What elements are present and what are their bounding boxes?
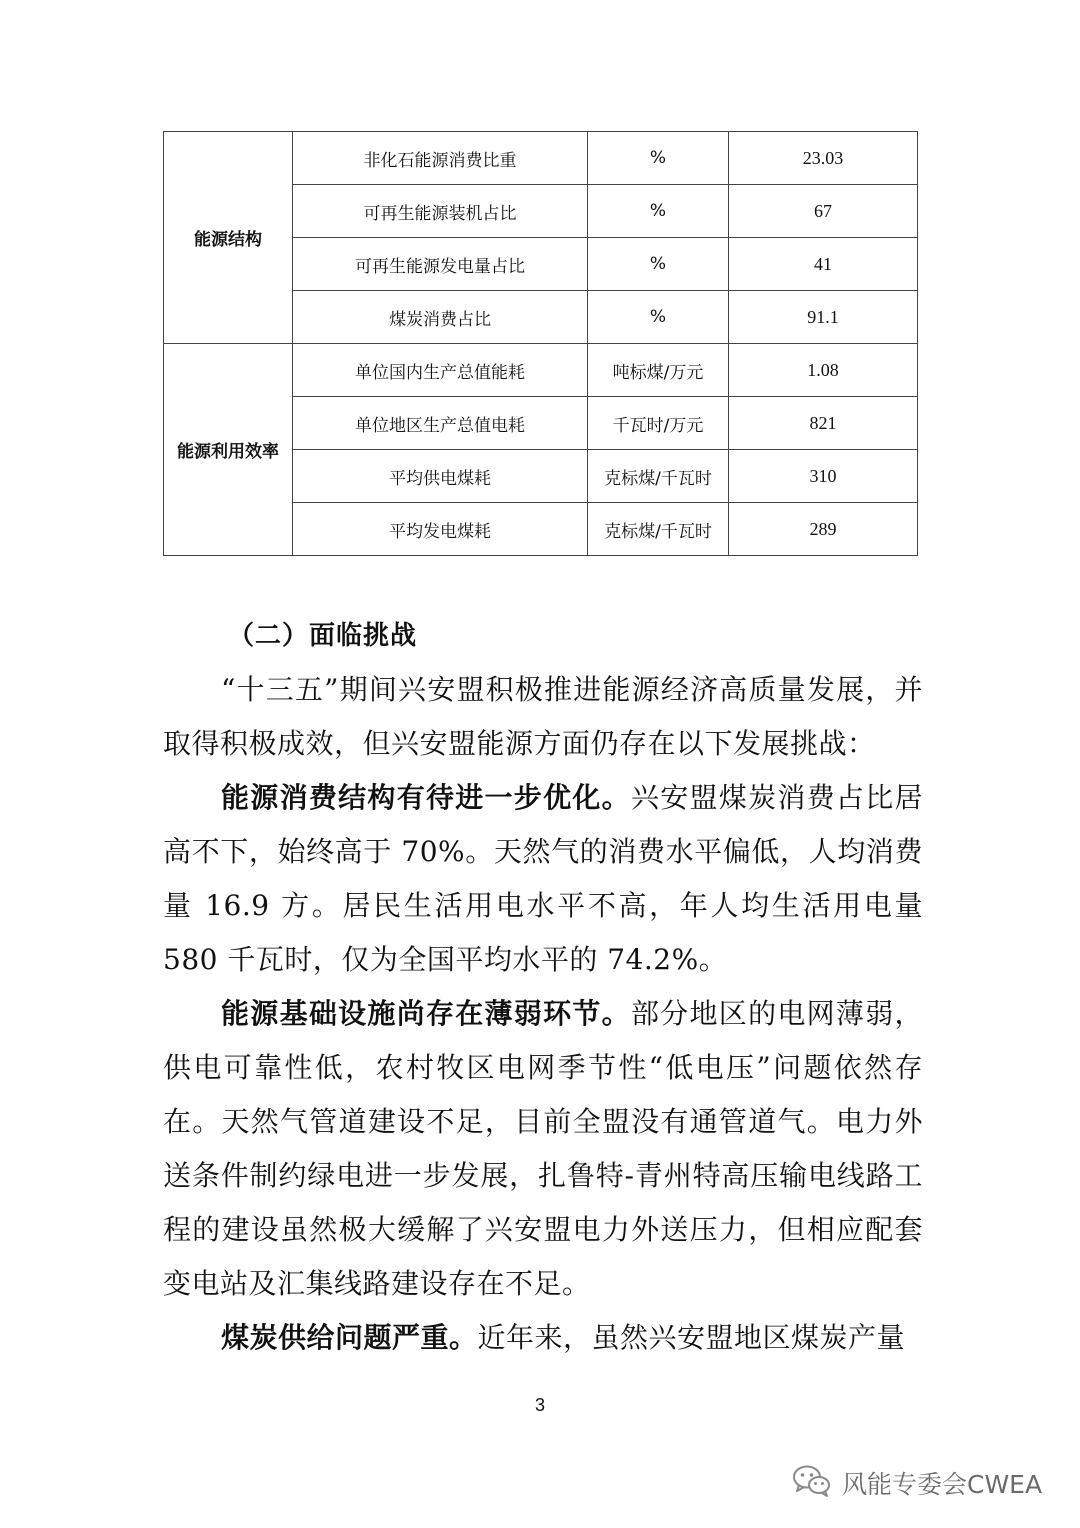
- category-cell: 能源结构: [164, 132, 293, 344]
- unit-cell: 克标煤/千瓦时: [588, 450, 729, 503]
- intro-paragraph: [163, 663, 923, 771]
- indicator-cell: 可再生能源装机占比: [293, 185, 588, 238]
- paragraph-lead: 能源基础设施尚存在薄弱环节。: [221, 997, 631, 1030]
- value-cell: 289: [729, 503, 918, 556]
- paragraph-text: 近年来，虽然兴安盟地区煤炭产量: [477, 1321, 906, 1354]
- value-cell: 821: [729, 397, 918, 450]
- indicator-cell: 可再生能源发电量占比: [293, 238, 588, 291]
- paragraph-lead: 能源消费结构有待进一步优化。: [221, 781, 631, 814]
- value-cell: 41: [729, 238, 918, 291]
- indicator-cell: 单位地区生产总值电耗: [293, 397, 588, 450]
- wechat-icon: [792, 1464, 832, 1502]
- unit-cell: 克标煤/千瓦时: [588, 503, 729, 556]
- energy-indicators-table: [163, 131, 918, 556]
- unit-cell: %: [588, 238, 729, 291]
- value-cell: 23.03: [729, 132, 918, 185]
- paragraph-consumption: [163, 771, 923, 987]
- unit-cell: %: [588, 132, 729, 185]
- paragraph-text: 兴安盟煤炭消费占比居高不下，始终高于 70%。天然气的消费水平偏低，人均消费量 16.9 方。居民生活用电水平不高，年人均生活用电量 580 千瓦时，仅为全国平均水平的 74.2%。: [163, 781, 923, 976]
- indicator-cell: 煤炭消费占比: [293, 291, 588, 344]
- unit-cell: 千瓦时/万元: [588, 397, 729, 450]
- value-cell: 67: [729, 185, 918, 238]
- value-cell: 91.1: [729, 291, 918, 344]
- value-cell: 1.08: [729, 344, 918, 397]
- value-cell: 310: [729, 450, 918, 503]
- paragraph-infrastructure: [163, 987, 923, 1311]
- paragraph-text: 部分地区的电网薄弱，供电可靠性低，农村牧区电网季节性“低电压”问题依然存在。天然气管道建设不足，目前全盟没有通管道气。电力外送条件制约绿电进一步发展，扎鲁特-青州特高压输电线路工程的建设虽然极大缓解了兴安盟电力外送压力，但相应配套变电站及汇集线路建设存在不足。: [163, 997, 923, 1300]
- paragraph-lead: 煤炭供给问题严重。: [221, 1321, 478, 1354]
- watermark-text: 风能专委会CWEA: [842, 1470, 1043, 1499]
- table-row: [164, 132, 918, 185]
- section-heading: （二）面临挑战: [228, 621, 418, 651]
- indicator-cell: 非化石能源消费比重: [293, 132, 588, 185]
- table-row: [164, 344, 918, 397]
- unit-cell: 吨标煤/万元: [588, 344, 729, 397]
- indicator-cell: 平均供电煤耗: [293, 450, 588, 503]
- unit-cell: %: [588, 185, 729, 238]
- intro-text: “十三五”期间兴安盟积极推进能源经济高质量发展，并取得积极成效，但兴安盟能源方面仍存在以下发展挑战：: [163, 673, 923, 760]
- indicator-cell: 单位国内生产总值能耗: [293, 344, 588, 397]
- indicator-cell: 平均发电煤耗: [293, 503, 588, 556]
- category-cell: 能源利用效率: [164, 344, 293, 556]
- paragraph-coal-supply: [163, 1311, 923, 1365]
- unit-cell: %: [588, 291, 729, 344]
- watermark: [792, 1463, 1042, 1503]
- page-number: 3: [534, 1395, 545, 1415]
